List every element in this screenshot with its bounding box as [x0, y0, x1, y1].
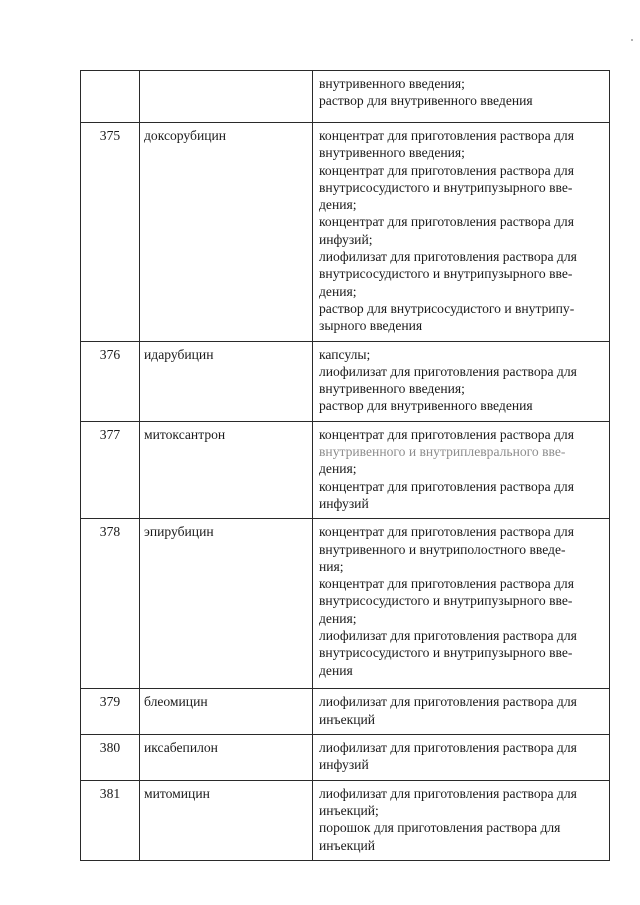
row-number: 378	[81, 519, 140, 689]
row-number: 375	[81, 123, 140, 342]
dosage-form-line: внутрисосудистого и внутрипузырного вве-	[319, 266, 573, 282]
dosage-form-line: инфузий	[319, 495, 369, 511]
table-row	[81, 689, 610, 735]
dosage-forms	[313, 421, 610, 518]
table-row	[81, 71, 610, 123]
dosage-form-line: дения;	[319, 610, 357, 626]
dosage-form-line: внутривенного введения;	[319, 76, 465, 91]
dosage-form-line: дения	[319, 662, 353, 678]
dosage-forms	[313, 689, 610, 735]
dosage-form-line: дения;	[319, 197, 357, 213]
drug-name	[140, 71, 313, 123]
dosage-forms	[313, 780, 610, 860]
table-row	[81, 421, 610, 518]
dosage-form-line: раствор для внутривенного введения	[319, 93, 533, 109]
dosage-form-line: лиофилизат для приготовления раствора для	[319, 363, 577, 379]
dosage-form-line: лиофилизат для приготовления раствора для	[319, 694, 577, 710]
dosage-forms	[313, 71, 610, 123]
dosage-form-line: лиофилизат для приготовления раствора для	[319, 739, 577, 755]
row-number: 377	[81, 421, 140, 518]
scan-speck	[630, 38, 634, 42]
dosage-form-line: зырного введения	[319, 318, 423, 334]
dosage-form-line: внутривенного введения;	[319, 145, 465, 161]
dosage-form-line: порошок для приготовления раствора для	[319, 820, 561, 836]
dosage-form-line: ния;	[319, 558, 344, 574]
row-number: 380	[81, 734, 140, 780]
table-row	[81, 519, 610, 689]
drug-name: иксабепилон	[140, 734, 313, 780]
dosage-form-line: внутривенного введения;	[319, 381, 465, 397]
drug-name: идарубицин	[140, 341, 313, 421]
dosage-form-line: концентрат для приготовления раствора для	[319, 162, 574, 178]
row-number: 376	[81, 341, 140, 421]
dosage-form-line: внутривенного и внутриполостного введе-	[319, 541, 566, 557]
dosage-forms	[313, 341, 610, 421]
row-number: 381	[81, 780, 140, 860]
table-row	[81, 341, 610, 421]
dosage-forms	[313, 734, 610, 780]
dosage-form-line: концентрат для приготовления раствора для	[319, 426, 574, 442]
dosage-form-line: лиофилизат для приготовления раствора для	[319, 628, 577, 644]
table-row	[81, 734, 610, 780]
dosage-forms	[313, 519, 610, 689]
dosage-form-line: внутрисосудистого и внутрипузырного вве-	[319, 645, 573, 661]
dosage-form-line: внутрисосудистого и внутрипузырного вве-	[319, 179, 573, 195]
drug-name: блеомицин	[140, 689, 313, 735]
table-row	[81, 123, 610, 342]
drug-name: эпирубицин	[140, 519, 313, 689]
dosage-form-line: инъекций;	[319, 803, 379, 819]
dosage-form-line: раствор для внутривенного введения	[319, 398, 533, 414]
row-number: 379	[81, 689, 140, 735]
dosage-form-line: концентрат для приготовления раствора для	[319, 576, 574, 592]
dosage-form-line: внутрисосудистого и внутрипузырного вве-	[319, 593, 573, 609]
dosage-form-line: капсулы;	[319, 346, 371, 362]
dosage-form-line: концентрат для приготовления раствора для	[319, 478, 574, 494]
dosage-form-line: инъекций	[319, 837, 376, 853]
dosage-form-line: внутривенного и внутриплеврального вве-	[319, 444, 566, 460]
drug-table	[80, 70, 610, 861]
dosage-form-line: дения;	[319, 461, 357, 477]
dosage-form-line: лиофилизат для приготовления раствора для	[319, 785, 577, 801]
dosage-form-line: инъекций	[319, 711, 376, 727]
drug-name: митоксантрон	[140, 421, 313, 518]
dosage-form-line: дения;	[319, 283, 357, 299]
dosage-form-line: раствор для внутрисосудистого и внутрипу-	[319, 300, 575, 316]
dosage-form-line: инфузий	[319, 757, 369, 773]
dosage-form-line: инфузий;	[319, 231, 373, 247]
dosage-form-line: концентрат для приготовления раствора для	[319, 524, 574, 540]
drug-name: митомицин	[140, 780, 313, 860]
table-row	[81, 780, 610, 860]
dosage-forms	[313, 123, 610, 342]
drug-name: доксорубицин	[140, 123, 313, 342]
dosage-form-line: концентрат для приготовления раствора для	[319, 128, 574, 143]
row-number	[81, 71, 140, 123]
drug-table-body	[81, 71, 610, 861]
dosage-form-line: лиофилизат для приготовления раствора для	[319, 249, 577, 265]
dosage-form-line: концентрат для приготовления раствора для	[319, 214, 574, 230]
